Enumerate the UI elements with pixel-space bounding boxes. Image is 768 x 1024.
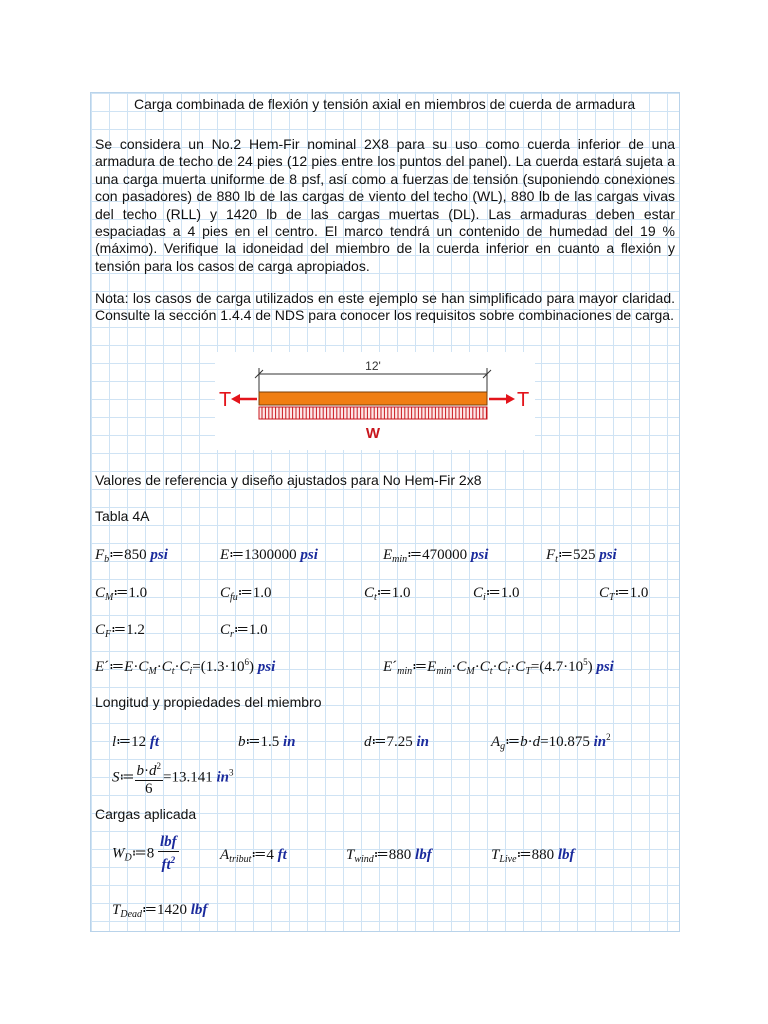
eq-Twind: $T_{wind}≔880$ lbf: [346, 847, 432, 865]
eq-Cr: $C_r≔1.0$: [220, 622, 268, 640]
right-force-label: T: [517, 389, 530, 411]
eq-Emin-prime: $E´_{min}≔E_{min}\cdot C_M\cdot C_t\cdot C_i\cdot C_T=(4.7\cdot 10^5)$ psi: [383, 657, 614, 677]
eq-S: S≔ $\frac{b\cdot d^2}{6}$ =13.141 $in^3$: [112, 758, 233, 798]
eq-WD: $W_D≔8$ $\frac{\text{lbf}}{ft^2}$: [112, 834, 177, 873]
eq-b: b≔1.5 in: [238, 734, 296, 750]
section-reference-values: Valores de referencia y diseño ajustados para No Hem-Fir 2x8: [95, 472, 482, 488]
page-title: Carga combinada de flexión y tensión axial en miembros de cuerda de armadura: [134, 96, 636, 112]
eq-l: l≔12 ft: [112, 734, 160, 750]
eq-Atribut: $A_{tribut}≔4$ ft: [220, 847, 287, 865]
span-label: 12': [365, 359, 381, 373]
eq-Emin: $E_{min}≔470000$ psi: [383, 547, 489, 565]
left-force-label: T: [219, 389, 232, 411]
eq-TLive: $T_{Live}≔880$ lbf: [491, 847, 575, 865]
eq-d: d≔7.25 in: [364, 734, 430, 750]
load-label: W: [365, 425, 381, 442]
eq-E: E≔1300000 psi: [220, 547, 318, 563]
section-applied-loads: Cargas aplicada: [95, 806, 197, 822]
eq-Ft: $F_t≔525$ psi: [546, 547, 617, 565]
eq-Cfu: $C_{fu}≔1.0$: [220, 585, 272, 603]
eq-Fb: $F_b≔850$ psi: [95, 547, 168, 565]
eq-Ag: $A_g≔b\cdot d=10.875$ $in^2$: [491, 732, 611, 752]
table-label: Tabla 4A: [95, 508, 150, 524]
beam-diagram-svg: [215, 352, 535, 450]
problem-statement: Se considera un No.2 Hem-Fir nominal 2X8 para su uso como cuerda inferior de una armadura de techo de 24 pies (12 pies entre los puntos del panel). La cuerda estará sujeta a una carga muerta uniforme de 8 psf, así como a fuerzas de tensión (suponiendo conexiones con pasadores) de 880 lb de las cargas de viento del techo (WL), 880 lb de las cargas vivas del techo (RLL) y 1420 lb de las cargas muertas (DL). Las armaduras deben estar espaciadas a 4 pies en el centro. El marco tendrá un contenido de humedad del 19 % (máximo). Verifique la idoneidad del miembro de la cuerda inferior en cuanto a flexión y tensión para los casos de carga apropiados.: [95, 136, 675, 274]
eq-E-prime: $E´≔E\cdot C_M\cdot C_t\cdot C_i=(1.3\cdot 10^6)$ psi: [95, 657, 276, 677]
eq-CM: $C_M≔1.0$: [95, 585, 148, 603]
section-member-properties: Longitud y propiedades del miembro: [95, 694, 322, 710]
beam: [259, 392, 487, 405]
eq-CT: $C_T≔1.0$: [599, 585, 649, 603]
eq-Ci: $C_i≔1.0$: [473, 585, 520, 603]
eq-CF: $C_F≔1.2$: [95, 622, 145, 640]
eq-Ct: $C_t≔1.0$: [364, 585, 411, 603]
beam-diagram: [215, 352, 535, 450]
eq-TDead: $T_{Dead}≔1420$ lbf: [112, 902, 208, 920]
note-paragraph: Nota: los casos de carga utilizados en este ejemplo se han simplificado para mayor claridad. Consulte la sección 1.4.4 de NDS para conocer los requisitos sobre combinaciones de carga.: [95, 290, 675, 324]
